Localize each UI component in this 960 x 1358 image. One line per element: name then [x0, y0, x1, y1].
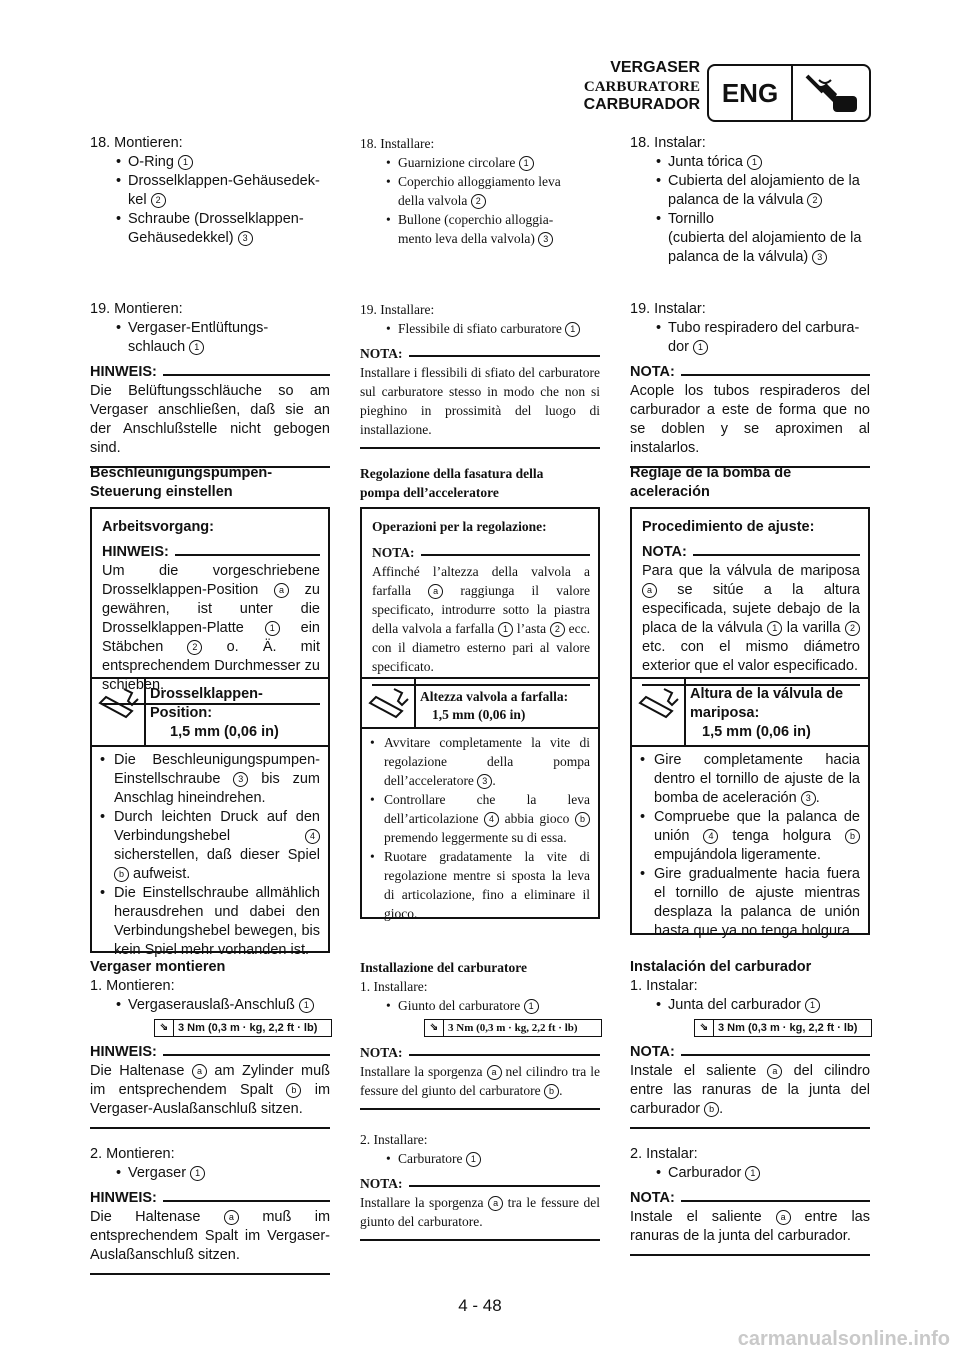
procedure-box-de [90, 507, 330, 958]
cover-label: Coperchio alloggiamento leva [398, 174, 561, 189]
step-bullet: • Ruotare gradatamente la vite di regolazione mentre si sposta la leva di articolazione, fino a eliminare il gioco. [362, 847, 590, 923]
step-19-head: 19. Montieren: [90, 301, 183, 317]
screw-label-c: palanca de la válvula) [668, 249, 809, 265]
callout-a: a [428, 584, 443, 599]
callout-a: a [642, 583, 657, 598]
bolt-label: Bullone (coperchio alloggia- [398, 212, 554, 227]
callout-1: 1 [519, 156, 534, 171]
cover-label-b: della valvola [398, 193, 468, 208]
callout-b: b [286, 1083, 301, 1098]
mount-step-1: 1. Instalar: [630, 978, 698, 994]
callout-2: 2 [807, 193, 822, 208]
wrench-icon [96, 683, 140, 723]
callout-a: a [767, 1064, 782, 1079]
mount-de [90, 958, 330, 1275]
callout-1: 1 [693, 340, 708, 355]
callout-a: a [192, 1064, 207, 1079]
step-bullet: • Controllare che la leva dell’articolazione 4 abbia gioco b premendo leggermente su di essa. [362, 790, 590, 847]
note-text: Installare la sporgenza a nel cilindro tra le fessure del giunto del carburatore b . [360, 1064, 601, 1098]
screw-label-b: (cubierta del alojamiento de la [668, 230, 862, 246]
mount-title: Vergaser montieren [90, 959, 226, 975]
note-heading: HINWEIS: [102, 543, 320, 562]
callout-4: 4 [305, 829, 320, 844]
cover-label: Drosselklappen-Gehäusedek- [128, 173, 320, 189]
mount-step-2: 2. Installare: [360, 1132, 428, 1147]
column-de [90, 134, 330, 248]
note-text: Installare i flessibili di sfiato del carburatore sul carburatore stesso in modo che non si pieghino in prossimità del luogo di installazione. [360, 365, 600, 437]
wrench-icon [636, 683, 680, 723]
box-title: Operazioni per la regolazione: [372, 519, 547, 534]
callout-1: 1 [190, 1166, 205, 1181]
vent-hose-label-b: schlauch [128, 339, 186, 355]
joint-label: Giunto del carburatore [398, 998, 521, 1013]
note-text: Instale el saliente a del cilindro entre las ranuras de la junta del carburador b . [630, 1063, 871, 1117]
vent-hose-label-b: dor [668, 339, 689, 355]
step-bullet: • Durch leichten Druck auf den Verbindungshebel 4 sicherstellen, daß dieser Spiel b aufweist. [92, 808, 320, 884]
callout-2: 2 [845, 621, 860, 636]
callout-a: a [776, 1210, 791, 1225]
note-heading: HINWEIS: [90, 1043, 330, 1062]
procedure-box-it [360, 507, 600, 919]
callout-3: 3 [801, 791, 816, 806]
note-heading: NOTA: [360, 1043, 600, 1062]
note-text: Die Haltenase a am Zylinder muß im entsprechendem Spalt b im Vergaser-Auslaßanschluß sitzen. [90, 1063, 331, 1117]
o-ring-label: Junta tórica [668, 154, 743, 170]
header-title-es: CARBURADOR [583, 96, 700, 113]
torque-icon: ⇘ [695, 1020, 714, 1036]
callout-2: 2 [187, 640, 202, 655]
note-heading: NOTA: [360, 1174, 600, 1193]
cover-label-b: palanca de la válvula [668, 192, 804, 208]
callout-3: 3 [238, 231, 253, 246]
callout-1: 1 [524, 999, 539, 1014]
callout-1: 1 [265, 621, 280, 636]
step-bullet: • Die Beschleunigungspumpen-Einstellschraube 3 bis zum Anschlag hineindrehen. [92, 751, 320, 808]
step-19-head: 19. Instalar: [630, 301, 706, 317]
wrench-icon [366, 683, 410, 723]
header-title-it: CARBURATORE [583, 79, 700, 95]
mount-it [360, 958, 600, 1241]
vent-hose-label: Flessibile di sfiato carburatore [398, 321, 562, 336]
box-note: Um die vorgeschriebene Drosselklappen-Position a zu gewähren, ist unter die Drosselklappen-Platte 1 ein Stäbchen 2 o. Ä. mit entsprechendem Durchmesser zu schieben. [102, 563, 321, 693]
header-title-de: VERGASER [610, 59, 700, 76]
note-heading: HINWEIS: [90, 363, 330, 382]
box-note: Affinché l’altezza della valvola a farfalla a raggiunga il valore specificato, introdurre sotto la piastra della valvola a farfalla 1 l’asta 2 ecc. con il diametro esterno pari al valore specificato. [372, 564, 590, 674]
step-19-es [630, 300, 870, 468]
callout-4: 4 [703, 829, 718, 844]
engine-icon [793, 66, 869, 120]
watermark: carmanualsonline.info [737, 1328, 950, 1350]
carb-label: Carburatore [398, 1151, 463, 1166]
torque-icon: ⇘ [425, 1020, 444, 1036]
column-es [630, 134, 870, 267]
callout-a: a [488, 1196, 503, 1211]
callout-3: 3 [538, 232, 553, 247]
spec-title: Altezza valvola a farfalla: [420, 689, 569, 704]
note-text: Die Haltenase a muß im entsprechendem Spalt im Vergaser-Auslaßanschluß sitzen. [90, 1209, 331, 1263]
callout-1: 1 [466, 1152, 481, 1167]
note-heading: HINWEIS: [90, 1189, 330, 1208]
step-bullet: • Gire completamente hacia dentro el tornillo de ajuste de la bomba de aceleración 3 . [632, 751, 860, 808]
callout-1: 1 [299, 998, 314, 1013]
callout-1: 1 [189, 340, 204, 355]
screw-label: Tornillo [668, 211, 714, 227]
box-title: Procedimiento de ajuste: [642, 519, 815, 535]
callout-2: 2 [151, 193, 166, 208]
mount-title: Installazione del carburatore [360, 960, 527, 975]
mount-step-1: 1. Installare: [360, 979, 428, 994]
callout-3: 3 [233, 772, 248, 787]
note-heading: NOTA: [642, 543, 860, 562]
screw-label-b: Gehäusedekkel) [128, 230, 234, 246]
box-title: Arbeitsvorgang: [102, 519, 214, 535]
callout-1: 1 [745, 1166, 760, 1181]
callout-3: 3 [477, 774, 492, 789]
step-19-head: 19. Installare: [360, 302, 435, 317]
step-bullet: • Compruebe que la palanca de unión 4 tenga holgura b empujándola ligeramente. [632, 808, 860, 865]
section-badge [707, 64, 871, 122]
callout-2: 2 [471, 194, 486, 209]
section-title-de: Beschleunigungspumpen- Steuerung einstellen [90, 465, 273, 500]
procedure-box-es [630, 507, 870, 939]
spec-value: 1,5 mm (0,06 in) [170, 724, 279, 740]
screw-label: Schraube (Drosselklappen- [128, 211, 304, 227]
section-title-it: Regolazione della fasatura della pompa dell’acceleratore [360, 466, 544, 500]
carb-label: Vergaser [128, 1165, 187, 1181]
note-heading: NOTA: [630, 1189, 870, 1208]
spec-title: Drosselklappen- Position: [150, 686, 263, 721]
o-ring-label: O-Ring [128, 154, 174, 170]
step-bullet: • Avvitare completamente la vite di regolazione della pompa dell’acceleratore 3 . [362, 733, 590, 790]
mount-step-1: 1. Montieren: [90, 978, 175, 994]
cover-label: Cubierta del alojamiento de la [668, 173, 860, 189]
callout-b: b [114, 867, 129, 882]
joint-label: Vergaserauslaß-Anschluß [128, 997, 295, 1013]
callout-1: 1 [565, 322, 580, 337]
note-text: Installare la sporgenza a tra le fessure del giunto del carburatore. [360, 1195, 600, 1229]
spec-value: 1,5 mm (0,06 in) [432, 707, 526, 722]
callout-3: 3 [812, 250, 827, 265]
callout-b: b [575, 812, 590, 827]
header [560, 58, 700, 114]
note-text: Die Belüftungsschläuche so am Vergaser anschließen, daß sie an der Anschlußstelle nicht gebogen sind. [90, 383, 330, 456]
callout-a: a [274, 583, 289, 598]
note-heading: NOTA: [630, 363, 870, 382]
step-18-head: 18. Installare: [360, 136, 435, 151]
joint-label: Junta del carburador [668, 997, 801, 1013]
spec-value: 1,5 mm (0,06 in) [702, 724, 811, 740]
step-18-head: 18. Instalar: [630, 135, 706, 151]
note-heading: NOTA: [360, 344, 600, 363]
torque-icon: ⇘ [155, 1020, 174, 1036]
section-title-es: Reglaje de la bomba de aceleración [630, 465, 792, 500]
callout-1: 1 [498, 622, 513, 637]
torque-spec: ⇘ 3 Nm (0,3 m · kg, 2,2 ft · lb) [694, 1019, 872, 1037]
callout-1: 1 [805, 998, 820, 1013]
carb-label: Carburador [668, 1165, 742, 1181]
callout-1: 1 [767, 621, 782, 636]
callout-1: 1 [178, 155, 193, 170]
vent-hose-label: Tubo respiradero del carbura- [668, 320, 860, 336]
mount-step-2: 2. Montieren: [90, 1146, 175, 1162]
callout-2: 2 [550, 622, 565, 637]
step-bullet: • Gire gradualmente hacia fuera el tornillo de ajuste mientras desplaza la palanca de unión hasta que ya no tenga holgura. [632, 865, 860, 941]
step-18-head: 18. Montieren: [90, 135, 183, 151]
o-ring-label: Guarnizione circolare [398, 155, 516, 170]
callout-a: a [224, 1210, 239, 1225]
callout-4: 4 [484, 812, 499, 827]
torque-spec: ⇘ 3 Nm (0,3 m · kg, 2,2 ft · lb) [154, 1019, 332, 1037]
note-text: Instale el saliente a entre las ranuras de la junta del carburador. [630, 1209, 870, 1244]
spec-title: Altura de la válvula de mariposa: [690, 686, 844, 721]
badge-label: ENG [709, 66, 793, 120]
mount-title: Instalación del carburador [630, 959, 812, 975]
bolt-label-b: mento leva della valvola) [398, 231, 535, 246]
note-heading: NOTA: [372, 543, 590, 562]
cover-label-b: kel [128, 192, 147, 208]
page-number: 4 - 48 [458, 1296, 502, 1315]
step-19-de [90, 300, 330, 468]
note-text: Acople los tubos respiraderos del carburador a este de forma que no se doblen y se aproximen al instalarlos. [630, 383, 870, 456]
note-heading: NOTA: [630, 1043, 870, 1062]
callout-a: a [487, 1065, 502, 1080]
callout-b: b [704, 1102, 719, 1117]
step-bullet: • Die Einstellschraube allmählich herausdrehen und dabei den Verbindungshebel bewegen, bis kein Spiel mehr vorhanden ist. [92, 884, 320, 960]
column-it [360, 134, 600, 248]
box-note: Para que la válvula de mariposa a se sitúe a la altura especificada, sujete debajo de la placa de la válvula 1 la varilla 2 etc. con el mismo diámetro exterior que el valor especificado. [642, 563, 860, 674]
callout-1: 1 [747, 155, 762, 170]
mount-es [630, 958, 870, 1256]
step-19-it [360, 300, 600, 449]
mount-step-2: 2. Instalar: [630, 1146, 698, 1162]
vent-hose-label: Vergaser-Entlüftungs- [128, 320, 269, 336]
callout-b: b [544, 1084, 559, 1099]
callout-b: b [845, 829, 860, 844]
torque-spec: ⇘ 3 Nm (0,3 m · kg, 2,2 ft · lb) [424, 1019, 602, 1037]
